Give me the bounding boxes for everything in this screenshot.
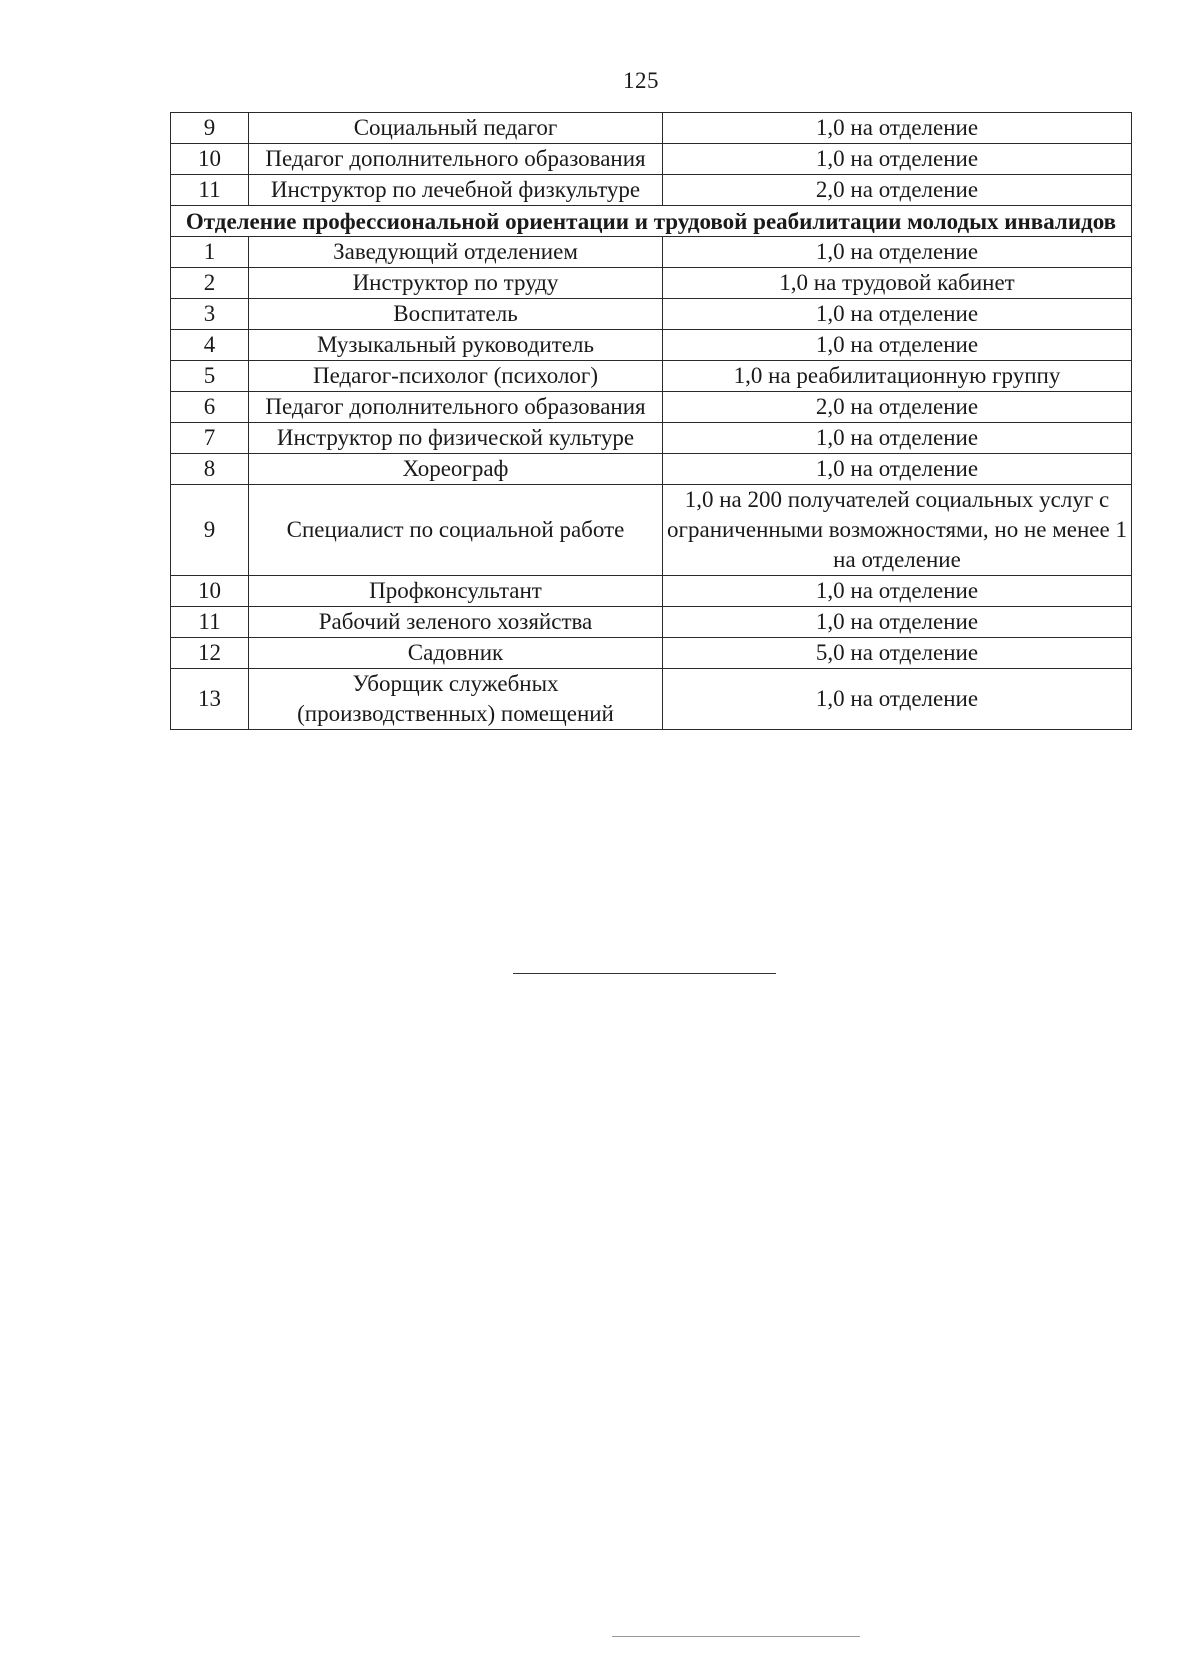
position-name: Профконсультант [249, 576, 663, 607]
staffing-norm: 2,0 на отделение [663, 175, 1132, 206]
staffing-norm: 1,0 на отделение [663, 454, 1132, 485]
page-number: 125 [623, 68, 659, 93]
table-row [171, 423, 1132, 454]
staffing-norm: 1,0 на 200 получателей социальных услуг с ограниченными возможностями, но не менее 1 на отделение [663, 485, 1132, 576]
end-of-table-rule [513, 973, 776, 974]
staffing-norm: 1,0 на отделение [663, 669, 1132, 730]
row-number: 9 [171, 113, 249, 144]
table-row [171, 299, 1132, 330]
position-name: Рабочий зеленого хозяйства [249, 607, 663, 638]
position-name: Педагог дополнительного образования [249, 144, 663, 175]
table-row [171, 454, 1132, 485]
position-name: Заведующий отделением [249, 237, 663, 268]
staffing-norm: 1,0 на трудовой кабинет [663, 268, 1132, 299]
row-number: 1 [171, 237, 249, 268]
table-row [171, 576, 1132, 607]
position-name: Инструктор по труду [249, 268, 663, 299]
table-row [171, 113, 1132, 144]
staffing-norm: 2,0 на отделение [663, 392, 1132, 423]
staffing-table [170, 112, 1132, 730]
row-number: 10 [171, 144, 249, 175]
position-name: Хореограф [249, 454, 663, 485]
row-number: 2 [171, 268, 249, 299]
row-number: 9 [171, 485, 249, 576]
staffing-norm: 1,0 на отделение [663, 237, 1132, 268]
table-row [171, 144, 1132, 175]
staffing-norm: 1,0 на отделение [663, 113, 1132, 144]
staffing-norm: 1,0 на отделение [663, 299, 1132, 330]
table-row [171, 237, 1132, 268]
staffing-norm: 1,0 на отделение [663, 576, 1132, 607]
position-name: Педагог дополнительного образования [249, 392, 663, 423]
row-number: 4 [171, 330, 249, 361]
staffing-norm: 1,0 на отделение [663, 330, 1132, 361]
table-row [171, 361, 1132, 392]
staffing-norm: 1,0 на отделение [663, 607, 1132, 638]
staffing-norm: 5,0 на отделение [663, 638, 1132, 669]
row-number: 10 [171, 576, 249, 607]
row-number: 8 [171, 454, 249, 485]
row-number: 3 [171, 299, 249, 330]
section-header-row [171, 206, 1132, 237]
row-number: 13 [171, 669, 249, 730]
position-name: Инструктор по лечебной физкультуре [249, 175, 663, 206]
row-number: 6 [171, 392, 249, 423]
table-row [171, 607, 1132, 638]
row-number: 11 [171, 607, 249, 638]
position-name: Специалист по социальной работе [249, 485, 663, 576]
staffing-norm: 1,0 на отделение [663, 144, 1132, 175]
row-number: 12 [171, 638, 249, 669]
staffing-norm: 1,0 на реабилитационную группу [663, 361, 1132, 392]
table-row [171, 175, 1132, 206]
section-title: Отделение профессиональной ориентации и трудовой реабилитации молодых инвалидов [171, 206, 1132, 237]
table-row [171, 392, 1132, 423]
staffing-norm: 1,0 на отделение [663, 423, 1132, 454]
bottom-margin-line [612, 1636, 860, 1637]
table-row [171, 669, 1132, 730]
position-name: Музыкальный руководитель [249, 330, 663, 361]
table-row [171, 485, 1132, 576]
position-name: Уборщик служебных (производственных) помещений [249, 669, 663, 730]
position-name: Инструктор по физической культуре [249, 423, 663, 454]
row-number: 7 [171, 423, 249, 454]
position-name: Педагог-психолог (психолог) [249, 361, 663, 392]
table-row [171, 638, 1132, 669]
row-number: 11 [171, 175, 249, 206]
position-name: Воспитатель [249, 299, 663, 330]
table-row [171, 268, 1132, 299]
table-row [171, 330, 1132, 361]
row-number: 5 [171, 361, 249, 392]
position-name: Социальный педагог [249, 113, 663, 144]
position-name: Садовник [249, 638, 663, 669]
